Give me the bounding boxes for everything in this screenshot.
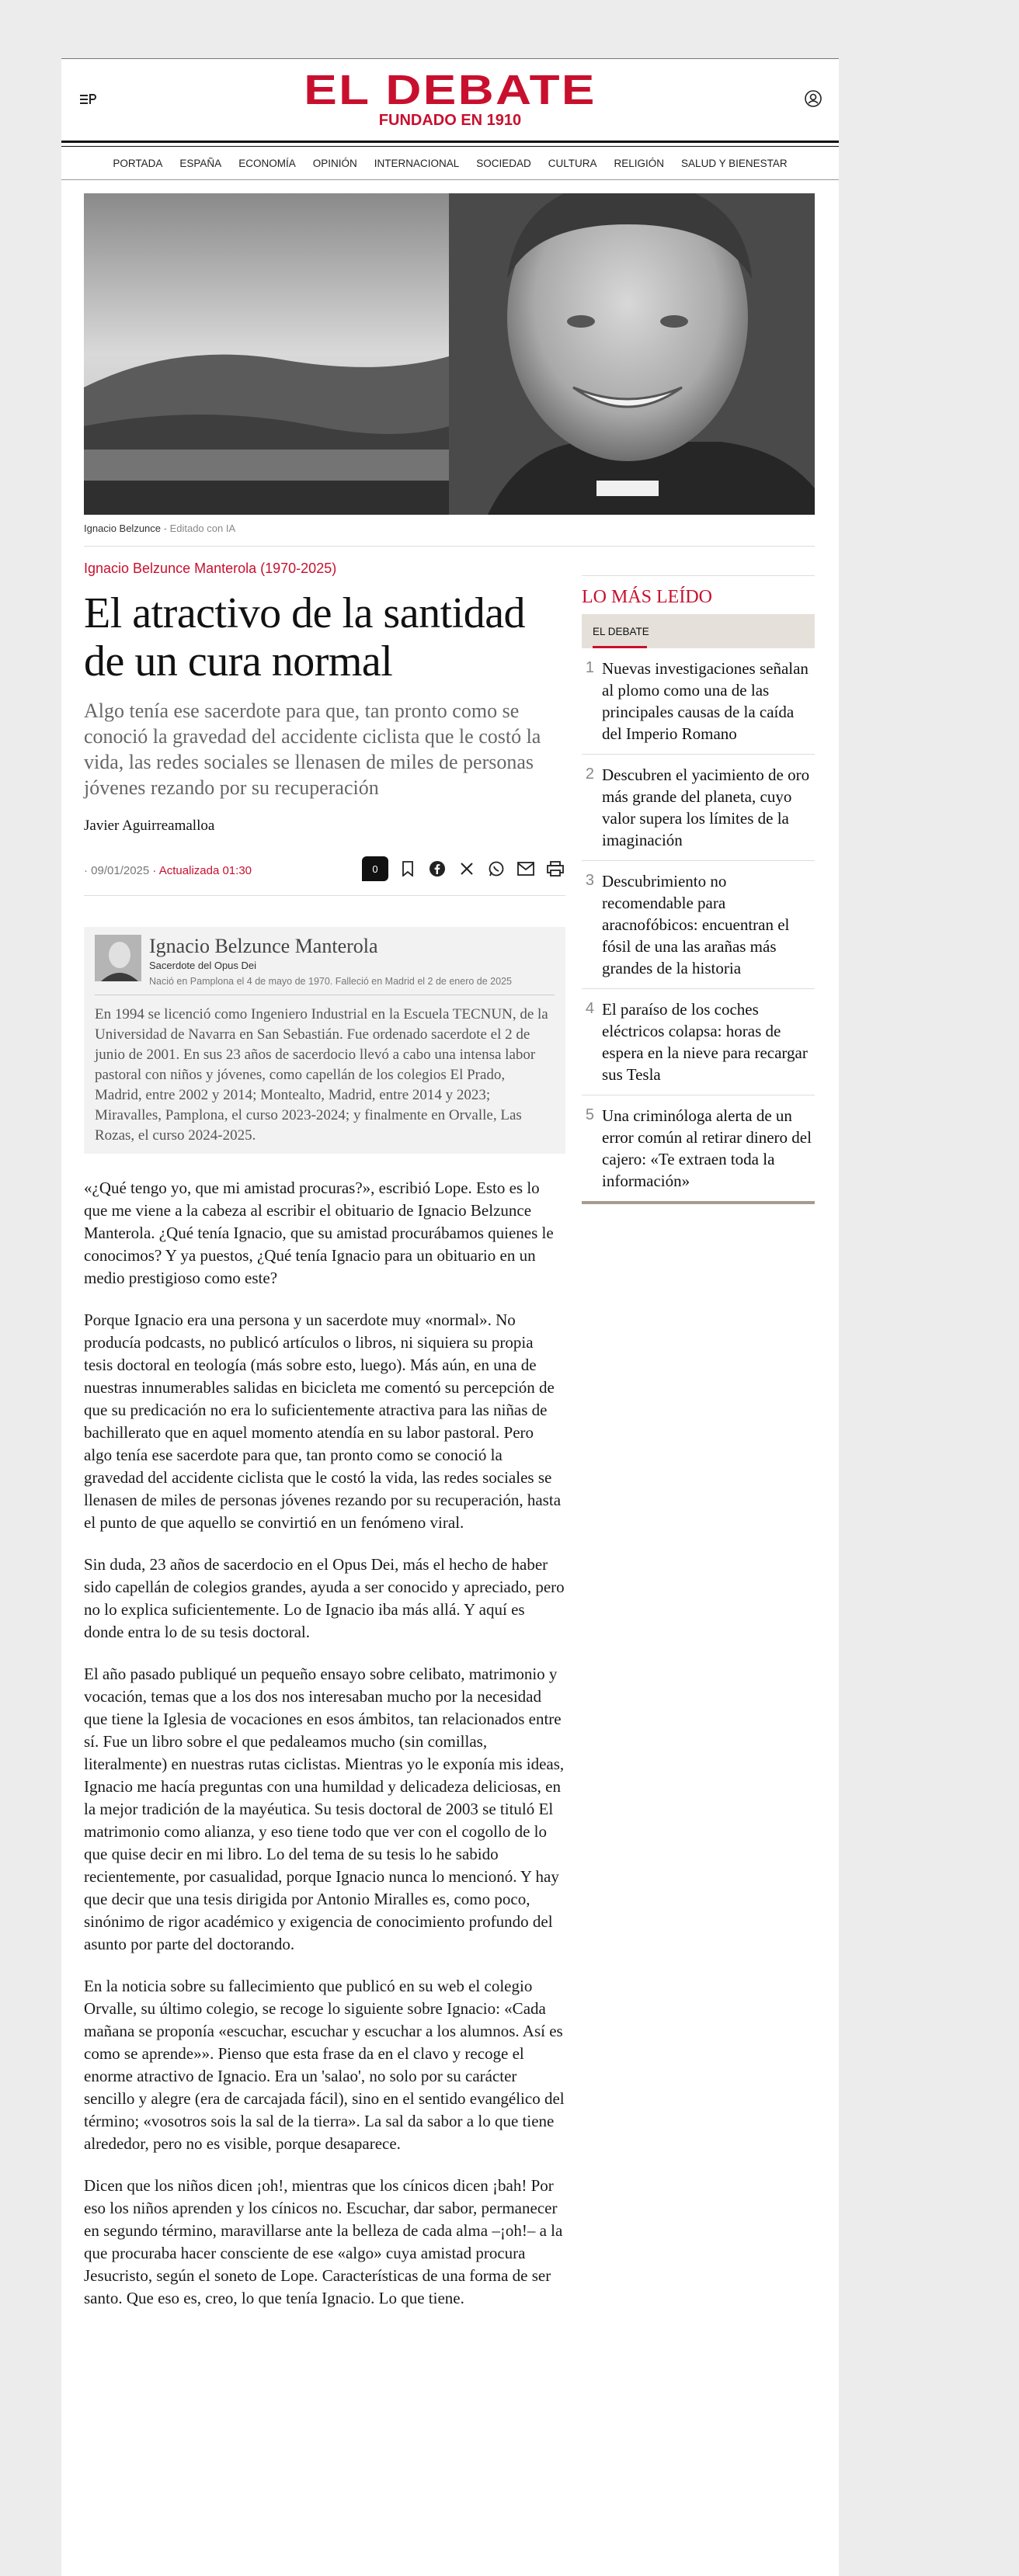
nav-espana[interactable]: ESPAÑA [179,157,222,169]
comments-button[interactable]: 0 [362,856,388,881]
item-headline[interactable]: Una criminóloga alerta de un error común al retirar dinero del cajero: «Te extraen toda la información» [602,1106,812,1190]
facebook-icon[interactable] [427,859,447,879]
bio-role: Sacerdote del Opus Dei [149,960,257,971]
print-icon[interactable] [545,859,565,879]
caption-credit: - Editado con IA [161,522,236,534]
bio-avatar [95,935,141,981]
bio-name: Ignacio Belzunce Manterola [149,935,378,957]
item-headline[interactable]: El paraíso de los coches eléctricos colapsa: horas de espera en la nieve para recargar sus Tesla [602,1000,808,1084]
article-subtitle: Algo tenía ese sacerdote para que, tan pronto como se conoció la gravedad del accidente ciclista que le costó la vida, las redes sociales se llenasen de miles de personas jóvenes rezando por su recuperación [84,700,541,799]
article-dates [84,864,252,877]
site-header [61,59,839,143]
most-read-sidebar [582,575,815,1204]
item-number: 4 [585,1000,594,1017]
item-number: 5 [585,1106,594,1123]
most-read-list [582,648,815,1204]
caption-text: Ignacio Belzunce [84,522,162,534]
share-actions [362,856,565,881]
main-nav [61,147,839,180]
most-read-item[interactable] [582,861,815,989]
item-headline[interactable]: Nuevas investigaciones señalan al plomo como una de las principales causas de la caída del Imperio Romano [602,659,809,743]
site-logo[interactable] [61,68,839,129]
body-paragraph: En la noticia sobre su fallecimiento que publicó en su web el colegio Orvalle, su último colegio, se recoge lo siguiente sobre Ignacio: «Cada mañana se proponía «escuchar, escuchar y escuchar a los alumnos. Así es como se aprende»». Pienso que esta frase da en el clavo y recoge el enorme atractivo de Ignacio. Era un 'salao', no solo por su carácter sencillo y alegre (era de carcajada fácil), sino en el sentido evangélico del término; «vosotros sois la sal de la tierra». La sal da sabor a lo que tiene alrededor, pero no es visible, porque desaparece. [84,1977,565,2153]
hero-image [84,193,815,515]
item-number: 2 [585,766,594,783]
article-column [84,556,565,2329]
bio-text: En 1994 se licenció como Ingeniero Industrial en la Escuela TECNUN, de la Universidad de Navarra en San Sebastián. Fue ordenado sacerdote el 2 de junio de 2001. En sus 23 años de sacerdocio llevó a cabo una intensa labor pastoral con niños y jóvenes, como capellán de los colegios El Prado, Madrid, entre 2002 y 2014; Montealto, Madrid, entre 2014 y 2023; Miravalles, Pamplona, el curso 2023-2024; y finalmente en Orvalle, Las Rozas, el curso 2024-2025. [95,1006,548,1144]
nav-salud-bienestar[interactable]: SALUD Y BIENESTAR [681,157,788,169]
nav-portada[interactable]: PORTADA [113,157,163,169]
article-title: El atractivo de la santidad de un cura normal [84,589,526,686]
date-prefix: · [84,864,92,877]
most-read-item[interactable] [582,648,815,755]
body-paragraph: Dicen que los niños dicen ¡oh!, mientras que los cínicos dicen ¡bah! Por eso los niños aprenden y los cínicos no. Escuchar, dar sabor, permanecer en segundo término, maravillarse ante la belleza de cada alma –¡oh!– a la que procuraba hacer consciente de ese «algo» cuya amistad procura Jesucristo, según el soneto de Lope. Características de una forma de ser santo. Que eso es, creo, lo que tenía Ignacio. Lo que tiene. [84,2176,563,2307]
obituary-bio-box [84,927,565,1154]
publish-date: 09/01/2025 [91,864,150,877]
item-number: 1 [585,659,594,676]
article-kicker[interactable]: Ignacio Belzunce Manterola (1970-2025) [84,561,337,576]
page [61,58,839,2576]
body-paragraph: Sin duda, 23 años de sacerdocio en el Opus Dei, más el hecho de haber sido capellán de colegios grandes, ayuda a ser conocido y apreciado, pero no lo explica suficientemente. Lo de Ignacio iba más allá. Y aquí es donde entra lo de su tesis doctoral. [84,1555,565,1641]
sidebar-divider [582,575,815,576]
nav-religion[interactable]: RELIGIÓN [614,157,665,169]
nav-economia[interactable]: ECONOMÍA [238,157,296,169]
email-icon[interactable] [516,859,536,879]
most-read-item[interactable] [582,755,815,861]
bookmark-icon[interactable] [398,859,418,879]
most-read-item[interactable] [582,989,815,1095]
nav-cultura[interactable]: CULTURA [548,157,597,169]
item-headline[interactable]: Descubren el yacimiento de oro más grande del planeta, cuyo valor supera los límites de la imaginación [602,766,810,849]
item-number: 3 [585,872,594,889]
bio-header [95,935,555,995]
updated-time: · Actualizada 01:30 [149,864,252,877]
nav-opinion[interactable]: OPINIÓN [312,157,357,169]
x-twitter-icon[interactable] [457,859,477,879]
logo-subtitle: FUNDADO EN 1910 [378,112,522,129]
body-paragraph: Porque Ignacio era una persona y un sacerdote muy «normal». No producía podcasts, no publicó artículos o libros, ni siquiera su propia tesis doctoral en teología (más sobre esto, luego). Más aún, en una de nuestras innumerables salidas en bicicleta me comentó su percepción de que su predicación no era lo suficientemente atractiva para las niñas de bachillerato que en aquel momento atendía en su labor pastoral. Pero algo tenía ese sacerdote para que, tan pronto como se conoció la gravedad del accidente ciclista que le costó la vida, las redes sociales se llenasen de miles de personas jóvenes rezando por su recuperación, hasta el punto de que aquello se convirtió en un fenómeno viral. [84,1311,562,1532]
article-author[interactable]: Javier Aguirreamalloa [84,818,215,834]
most-read-tab[interactable]: EL DEBATE [582,614,815,648]
nav-sociedad[interactable]: SOCIEDAD [476,157,531,169]
bio-info [149,935,512,987]
hero-caption [84,522,815,547]
user-account-icon[interactable] [803,89,823,109]
logo-title: EL DEBATE [304,67,596,113]
article-body [84,1177,565,2310]
nav-internacional[interactable]: INTERNACIONAL [374,157,460,169]
bio-dates: Nació en Pamplona el 4 de mayo de 1970. Falleció en Madrid el 2 de enero de 2025 [149,976,512,987]
item-headline[interactable]: Descubrimiento no recomendable para aracnofóbicos: encuentran el fósil de una las arañas más grandes de la historia [602,872,790,977]
whatsapp-icon[interactable] [486,859,506,879]
article-meta [84,856,565,896]
body-paragraph: El año pasado publiqué un pequeño ensayo sobre celibato, matrimonio y vocación, temas que a los dos nos interesaban mucho por la necesidad que tiene la Iglesia de vocaciones en esos ámbitos, tan relacionados entre sí. Fue un libro sobre el que pedaleamos mucho (sin comillas, literalmente) en nuestras rutas ciclistas. Mientras yo le exponía mis ideas, Ignacio me hacía preguntas con una humildad y delicadeza deliciosas, en la mejor tradición de la mayéutica. Su tesis doctoral de 2003 se tituló El matrimonio como alianza, y eso tiene todo que ver con el cogollo de lo que quise decir en mi libro. Lo del tema de su tesis lo he sabido recientemente, por casualidad, porque Ignacio nunca lo mencionó. Y hay que decir que una tesis dirigida por Antonio Miralles es, como poco, sinónimo de rigor académico y exigencia de conocimiento profundo del asunto por parte del doctorando. [84,1665,565,1953]
most-read-title: LO MÁS LEÍDO [582,587,712,607]
body-paragraph: «¿Qué tengo yo, que mi amistad procuras?», escribió Lope. Esto es lo que me viene a la cabeza al escribir el obituario de Ignacio Belzunce Manterola. ¿Qué tenía Ignacio, que su amistad procurábamos quienes le conocimos? Y ya puestos, ¿Qué tenía Ignacio para un obituario en un medio prestigioso como este? [84,1179,554,1287]
most-read-item[interactable] [582,1095,815,1201]
